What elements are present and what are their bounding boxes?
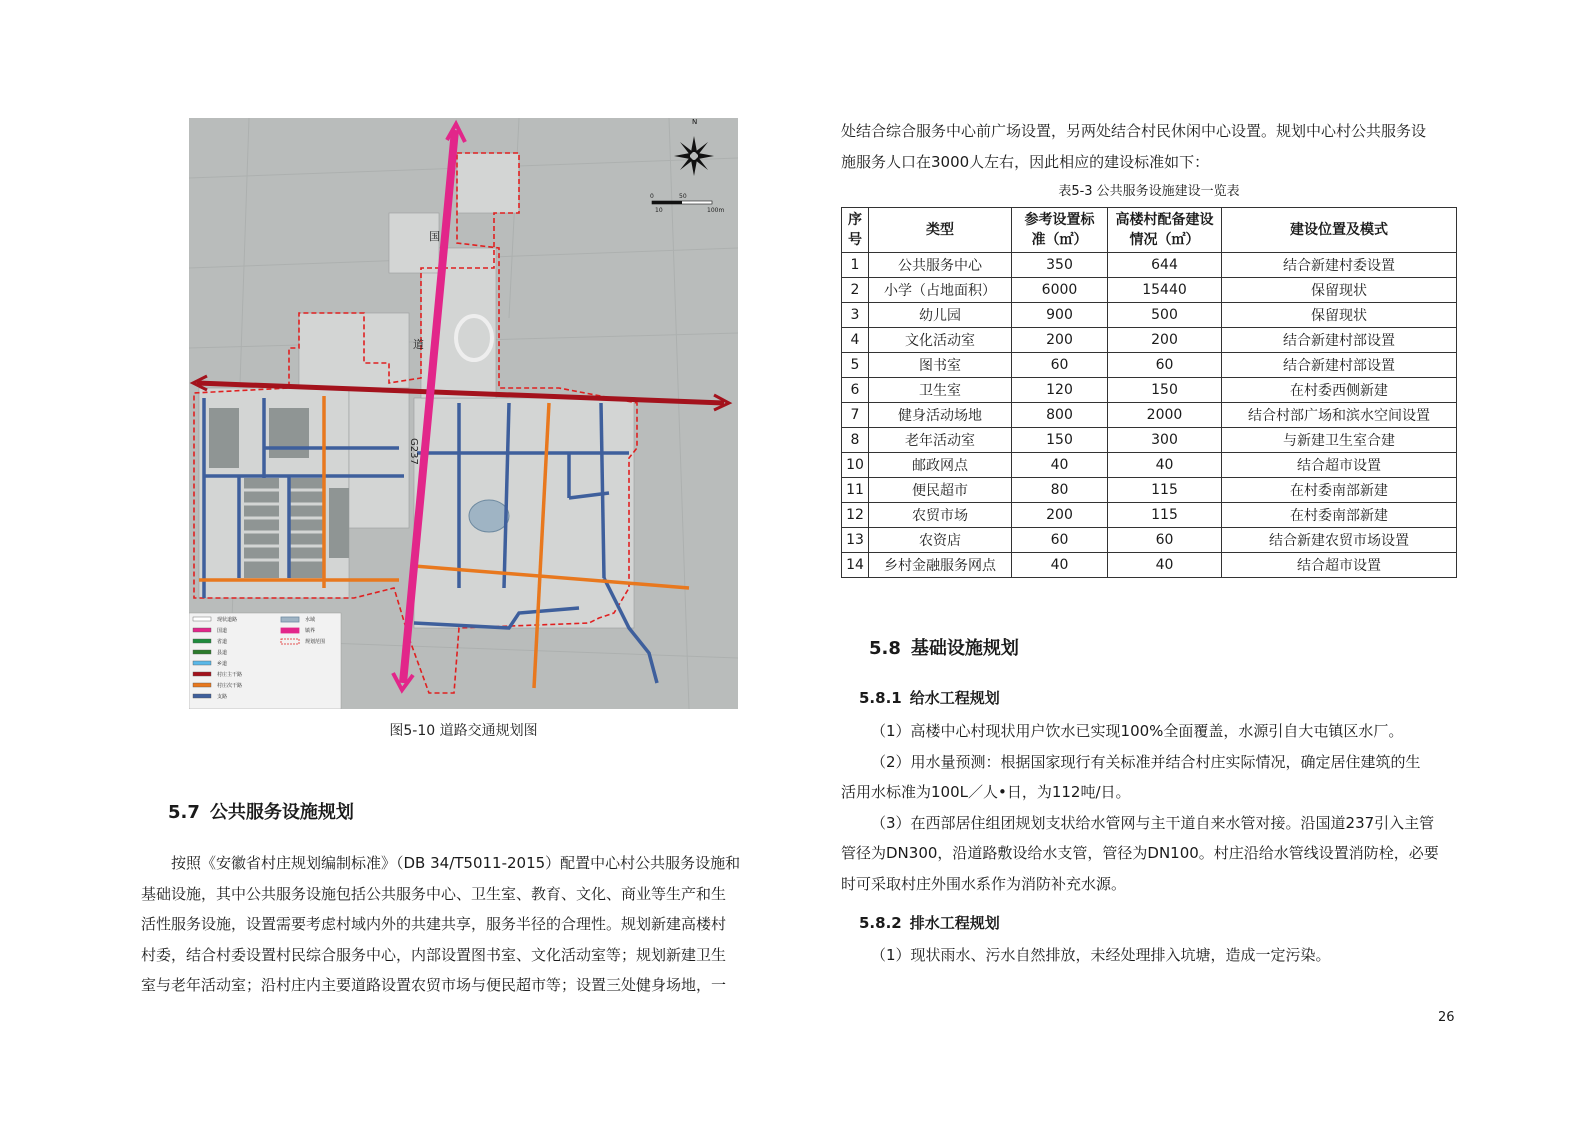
central-west-area [349,388,409,528]
section-5-8-heading [869,634,1019,660]
table-title: 表5-3 公共服务设施建设一览表 [1058,184,1240,199]
table-cell: 老年活动室 [869,428,1012,453]
table-cell: 结合新建村部设置 [1222,353,1457,378]
paragraph-line: 活用水标准为100L／人•日，为112吨/日。 [841,783,1131,802]
paragraph-line: 处结合综合服务中心前广场设置，另两处结合村民休闲中心设置。规划中心村公共服务设 [841,122,1427,140]
table-intro-paragraph [841,116,1457,177]
table-cell: 40 [1108,453,1222,478]
legend-label: 规划范围 [305,639,326,645]
table-cell: 4 [842,328,869,353]
paragraph-line: 施服务人口在3000人左右，因此相应的建设标准如下： [841,152,1210,171]
legend-label: 省道 [217,639,228,645]
paragraph-line: 活性服务设施，设置需要考虑村域内外的共建共享，服务半径的合理性。规划新建高楼村 [141,915,727,934]
table-cell: 3 [842,303,869,328]
table-cell: 小学（占地面积） [869,278,1012,303]
table-cell: 结合新建村委设置 [1222,253,1457,278]
table-cell: 结合新建村部设置 [1222,328,1457,353]
table-cell: 健身活动场地 [869,403,1012,428]
table-cell: 200 [1012,328,1108,353]
table-cell: 150 [1108,378,1222,403]
paragraph-line: （1）高楼中心村现状用户饮水已实现100%全面覆盖，水源引自大屯镇区水厂。 [871,722,1404,740]
table-cell: 120 [1012,378,1108,403]
table-cell: 40 [1012,553,1108,578]
scale-tick-1: 10 [655,207,663,214]
table-cell: 350 [1012,253,1108,278]
table-row [842,503,1457,528]
table-cell: 200 [1012,503,1108,528]
map-canvas [189,118,738,709]
table-cell: 60 [1108,528,1222,553]
table-cell: 6000 [1012,278,1108,303]
legend-swatch [193,639,211,643]
table-cell: 结合超市设置 [1222,553,1457,578]
table-cell: 5 [842,353,869,378]
subsection-title: 排水工程规划 [909,914,1000,932]
scale-tick-0: 0 [650,193,654,200]
table-cell: 14 [842,553,869,578]
table-cell: 农贸市场 [869,503,1012,528]
north-area [389,213,439,273]
section-5-8-1-heading [859,687,1000,708]
header-cell-index: 序 号 [842,208,869,253]
table-cell: 800 [1012,403,1108,428]
section-5-7-heading [168,798,354,824]
legend-label: 村庄主干路 [217,672,243,678]
paragraph-line: （2）用水量预测：根据国家现行有关标准并结合村庄实际情况，确定居住建筑的生 [871,752,1421,771]
paragraph-line: 村委，结合村委设置村民综合服务中心，内部设置图书室、文化活动室等；规划新建卫生 [141,945,727,964]
table-row [842,328,1457,353]
paragraph-line: 管径为DN300，沿道路敷设给水支管，管径为DN100。村庄沿给水管线设置消防栓，必要 [841,844,1439,863]
table-cell: 300 [1108,428,1222,453]
paragraph-line: （3）在西部居住组团规划支状给水管网与主干道自来水管对接。沿国道237引入主管 [871,813,1435,832]
header-cell-location: 建设位置及模式 [1222,208,1457,253]
legend-label: 镇界 [305,628,316,634]
legend-label: 水域 [305,617,316,623]
table-cell: 保留现状 [1222,303,1457,328]
scale-tick-2: 50 [679,193,687,200]
table-cell: 900 [1012,303,1108,328]
table-cell: 13 [842,528,869,553]
table-cell: 115 [1108,503,1222,528]
section-5-8-2-heading [859,912,1000,933]
subsection-title: 给水工程规划 [909,689,1000,707]
legend-swatch [193,683,211,687]
table-cell: 7 [842,403,869,428]
legend-swatch [193,661,211,665]
legend-swatch [193,628,211,632]
section-5-8-2-body [841,940,1457,971]
table-cell: 60 [1108,353,1222,378]
section-title: 公共服务设施规划 [209,802,354,823]
table-row [842,378,1457,403]
table-row [842,478,1457,503]
table-row [842,253,1457,278]
table-cell: 200 [1108,328,1222,353]
paragraph-line: （1）现状雨水、污水自然排放，未经处理排入坑塘，造成一定污染。 [871,946,1331,964]
legend-label: 支路 [217,694,228,700]
table-cell: 在村委西侧新建 [1222,378,1457,403]
figure-caption: 图5-10 道路交通规划图 [389,723,538,739]
table-row [842,528,1457,553]
header-cell-standard: 参考设置标 准（㎡） [1012,208,1108,253]
table-cell: 40 [1012,453,1108,478]
table-cell: 40 [1108,553,1222,578]
road-label-guo: 国 [429,230,440,243]
paragraph-line: 室与老年活动室；沿村庄内主要道路设置农贸市场与便民超市等；设置三处健身场地，一 [141,976,727,995]
legend-swatch [281,617,299,622]
table-row [842,453,1457,478]
legend-label: 县道 [217,650,228,656]
header-cell-actual: 高楼村配备建设 情况（㎡） [1108,208,1222,253]
legend-swatch [193,650,211,654]
table-cell: 644 [1108,253,1222,278]
village-committee-site [457,153,519,213]
table-cell: 邮政网点 [869,453,1012,478]
north-label: N [692,118,698,126]
public-facilities-table [841,207,1457,578]
paragraph-line: 按照《安徽省村庄规划编制标准》（DB 34/T5011-2015）配置中心村公共服务设施和 [171,854,741,872]
table-cell: 文化活动室 [869,328,1012,353]
table-cell: 与新建卫生室合建 [1222,428,1457,453]
table-row [842,278,1457,303]
road-traffic-plan-map [189,118,738,709]
table-cell: 6 [842,378,869,403]
scale-tick-3: 100m [707,207,725,214]
table-cell: 结合村部广场和滨水空间设置 [1222,403,1457,428]
map-legend [189,613,341,709]
table-cell: 80 [1012,478,1108,503]
table-cell: 115 [1108,478,1222,503]
section-5-7-body [141,848,755,1001]
table-cell: 保留现状 [1222,278,1457,303]
paragraph-line: 时可采取村庄外围水系作为消防补充水源。 [841,874,1127,893]
legend-swatch [281,628,299,633]
table-cell: 60 [1012,353,1108,378]
table-row [842,553,1457,578]
legend-swatch [193,672,211,676]
table-cell: 12 [842,503,869,528]
road-label-g237: G237 [408,438,419,465]
table-cell: 图书室 [869,353,1012,378]
table-row [842,428,1457,453]
table-cell: 8 [842,428,869,453]
section-5-8-1-body [841,716,1457,900]
table-cell: 在村委南部新建 [1222,478,1457,503]
table-cell: 60 [1012,528,1108,553]
road-label-dao: 道 [413,338,424,351]
table-row [842,353,1457,378]
legend-swatch [193,617,211,621]
legend-swatch [193,694,211,698]
header-cell-type: 类型 [869,208,1012,253]
table-cell: 便民超市 [869,478,1012,503]
table-cell: 15440 [1108,278,1222,303]
paragraph-line: 基础设施，其中公共服务设施包括公共服务中心、卫生室、教育、文化、商业等生产和生 [141,884,727,903]
section-number: 5.8 [869,638,901,659]
table-cell: 卫生室 [869,378,1012,403]
section-title: 基础设施规划 [910,638,1019,659]
subsection-number: 5.8.1 [859,689,902,707]
page-number: 26 [1438,1010,1455,1025]
pond [469,500,509,532]
table-cell: 10 [842,453,869,478]
table-cell: 农资店 [869,528,1012,553]
section-number: 5.7 [168,802,200,823]
table-row [842,303,1457,328]
table-cell: 2 [842,278,869,303]
table-cell: 1 [842,253,869,278]
table-cell: 结合超市设置 [1222,453,1457,478]
subsection-number: 5.8.2 [859,914,902,932]
legend-label: 国道 [217,628,228,634]
table-header-row [842,208,1457,253]
legend-label: 现状道路 [217,617,238,623]
table-cell: 公共服务中心 [869,253,1012,278]
north-west-area [299,313,409,388]
table-cell: 结合新建农贸市场设置 [1222,528,1457,553]
legend-label: 村庄次干路 [217,683,243,689]
table-cell: 在村委南部新建 [1222,503,1457,528]
table-cell: 乡村金融服务网点 [869,553,1012,578]
table-cell: 500 [1108,303,1222,328]
table-cell: 2000 [1108,403,1222,428]
table-row [842,403,1457,428]
table-cell: 11 [842,478,869,503]
table-cell: 幼儿园 [869,303,1012,328]
legend-label: 乡道 [217,661,228,667]
table-cell: 150 [1012,428,1108,453]
